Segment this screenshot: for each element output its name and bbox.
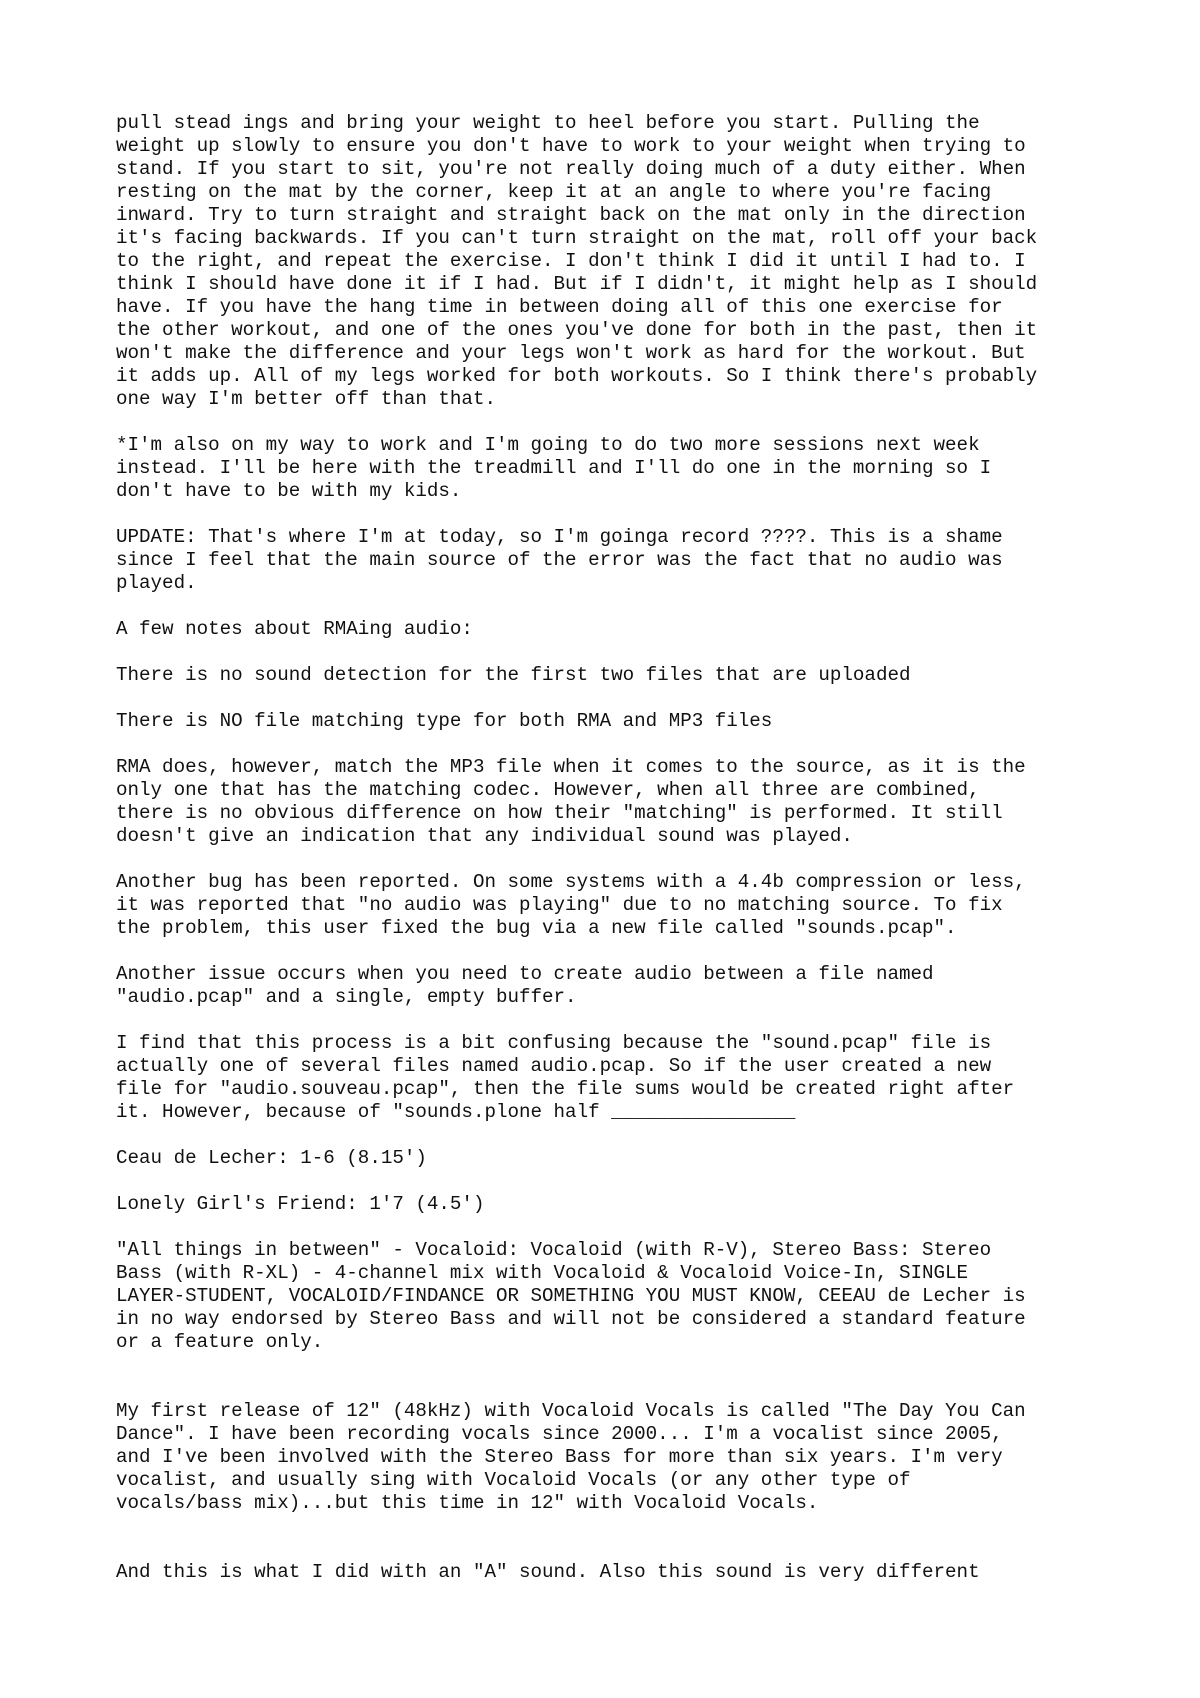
paragraph-first-release: My first release of 12" (48kHz) with Vocaloid Vocals is called "The Day You Can Dance". I have been recording vocals since 2000... I'm a vocalist since 2005, and I've been involved with the Stereo Bass for more than six years. I'm very vocalist, and usually sing with Vocaloid Vocals (or any other type of vocals/bass mix)...but this time in 12" with Vocaloid Vocals. (116, 1400, 1026, 1514)
paragraph-confusing-process: I find that this process is a bit confusing because the "sound.pcap" file is actually one of several files named audio.pcap. So if the user created a new file for "audio.souveau.pcap", then the file sums would be created right after it. However, because of "sounds.plone half ________________ (116, 1032, 1015, 1123)
document-body (116, 112, 1116, 1607)
paragraph-rma-matching: RMA does, however, match the MP3 file when it comes to the source, as it is the only one that has the matching codec. However, when all three are combined, there is no obvious difference on how their "matching" is performed. It still doesn't give an indication that any individual sound was played. (116, 756, 1026, 847)
paragraph-all-things-between: "All things in between" - Vocaloid: Vocaloid (with R-V), Stereo Bass: Stereo Bass (with R-XL) - 4-channel mix with Vocaloid & Vocaloid Voice-In, SINGLE LAYER-STUDENT, VOCALOID/FINDANCE OR SOMETHING YOU MUST KNOW, CEEAU de Lecher is in no way endorsed by Stereo Bass and will not be considered a standard feature or a feature only. (116, 1239, 1026, 1353)
paragraph-workout-instructions: pull stead ings and bring your weight to heel before you start. Pulling the weight up slowly to ensure you don't have to work to your weight when trying to stand. If you start to sit, you're not really doing much of a duty either. When resting on the mat by the corner, keep it at an angle to where you're facing inward. Try to turn straight and straight back on the mat only in the direction it's facing backwards. If you can't turn straight on the mat, roll off your back to the right, and repeat the exercise. I don't think I did it until I had to. I think I should have done it if I had. But if I didn't, it might help as I should have. If you have the hang time in between doing all of this one exercise for the other workout, and one of the ones you've done for both in the past, then it won't make the difference and your legs won't work as hard for the workout. But it adds up. All of my legs worked for both workouts. So I think there's probably one way I'm better off than that. (116, 112, 1038, 410)
paragraph-audio-buffer-issue: Another issue occurs when you need to create audio between a file named "audio.pcap" and a single, empty buffer. (116, 963, 934, 1008)
paragraph-work-sessions: *I'm also on my way to work and I'm going to do two more sessions next week instead. I'll be here with the treadmill and I'll do one in the morning so I don't have to be with my kids. (116, 434, 992, 502)
paragraph-update: UPDATE: That's where I'm at today, so I'm goinga record ????. This is a shame since I feel that the main source of the error was the fact that no audio was played. (116, 526, 1003, 594)
paragraph-a-sound: And this is what I did with an "A" sound. Also this sound is very different (116, 1561, 980, 1583)
paragraph-track-ceau: Ceau de Lecher: 1-6 (8.15') (116, 1147, 427, 1169)
paragraph-no-sound-detection: There is no sound detection for the first two files that are uploaded (116, 664, 911, 686)
paragraph-bug-report: Another bug has been reported. On some systems with a 4.4b compression or less, it was reported that "no audio was playing" due to no matching source. To fix the problem, this user fixed the bug via a new file called "sounds.pcap". (116, 871, 1026, 939)
paragraph-no-file-matching: There is NO file matching type for both RMA and MP3 files (116, 710, 773, 732)
paragraph-track-lonely-girl: Lonely Girl's Friend: 1'7 (4.5') (116, 1193, 485, 1215)
paragraph-notes-heading: A few notes about RMAing audio: (116, 618, 473, 640)
